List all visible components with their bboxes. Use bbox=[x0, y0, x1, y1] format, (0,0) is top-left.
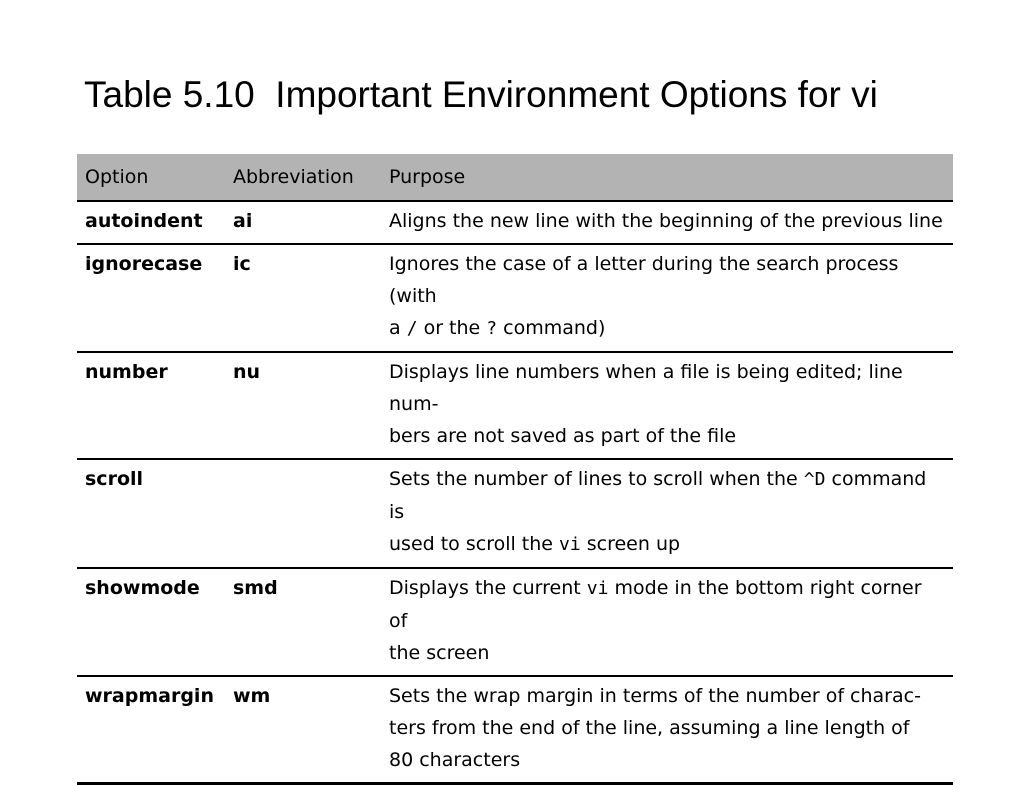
purpose-cell bbox=[381, 568, 953, 676]
purpose-text: Displays the current bbox=[389, 577, 587, 599]
purpose-text: used to scroll the bbox=[389, 533, 560, 555]
purpose-code: vi bbox=[559, 534, 581, 555]
purpose-text: command) bbox=[497, 317, 606, 339]
option-cell: ignorecase bbox=[77, 244, 225, 352]
purpose-code: / bbox=[406, 318, 418, 339]
table-row bbox=[77, 676, 953, 784]
header-abbreviation: Abbreviation bbox=[225, 154, 381, 201]
purpose-text: or the bbox=[417, 317, 487, 339]
option-cell: showmode bbox=[77, 568, 225, 676]
purpose-cell bbox=[381, 352, 953, 459]
purpose-code: vi bbox=[586, 578, 609, 599]
abbreviation-cell: ic bbox=[225, 244, 381, 352]
abbreviation-cell: wm bbox=[225, 676, 381, 784]
purpose-text: ters from the end of the line, assuming a line length of bbox=[389, 717, 910, 739]
purpose-text: command is bbox=[389, 468, 927, 523]
option-cell: wrapmargin bbox=[77, 676, 225, 784]
environment-options-table bbox=[77, 154, 953, 785]
table-row bbox=[77, 459, 953, 568]
abbreviation-cell bbox=[225, 459, 381, 568]
abbreviation-cell: smd bbox=[225, 568, 381, 676]
option-cell: number bbox=[77, 352, 225, 459]
purpose-text: Displays line numbers when a file is being edited; line num- bbox=[389, 361, 903, 415]
header-option: Option bbox=[77, 154, 225, 201]
purpose-code: ? bbox=[486, 318, 498, 339]
purpose-cell bbox=[381, 676, 953, 784]
abbreviation-cell: ai bbox=[225, 201, 381, 244]
slide-title: Table 5.10 Important Environment Options for vi bbox=[84, 74, 878, 115]
purpose-text: Ignores the case of a letter during the search process (with bbox=[389, 253, 899, 307]
table-row bbox=[77, 244, 953, 352]
abbreviation-cell: nu bbox=[225, 352, 381, 459]
purpose-text: 80 characters bbox=[389, 749, 521, 771]
table-row bbox=[77, 352, 953, 459]
purpose-text: Sets the wrap margin in terms of the number of charac- bbox=[389, 685, 921, 707]
purpose-cell bbox=[381, 244, 953, 352]
purpose-text: mode in the bottom right corner of bbox=[389, 577, 922, 632]
purpose-code: ^D bbox=[803, 469, 826, 490]
purpose-cell bbox=[381, 201, 953, 244]
purpose-text: Sets the number of lines to scroll when the bbox=[389, 468, 804, 490]
table-row bbox=[77, 201, 953, 244]
purpose-text: screen up bbox=[580, 533, 681, 555]
table-row bbox=[77, 568, 953, 676]
purpose-text: the screen bbox=[389, 642, 490, 664]
purpose-text: Aligns the new line with the beginning of the previous line bbox=[389, 210, 943, 232]
purpose-cell bbox=[381, 459, 953, 568]
header-purpose: Purpose bbox=[381, 154, 953, 201]
purpose-text: a bbox=[389, 317, 407, 339]
purpose-text: bers are not saved as part of the file bbox=[389, 425, 737, 447]
table-header-row bbox=[77, 154, 953, 201]
option-cell: scroll bbox=[77, 459, 225, 568]
option-cell: autoindent bbox=[77, 201, 225, 244]
